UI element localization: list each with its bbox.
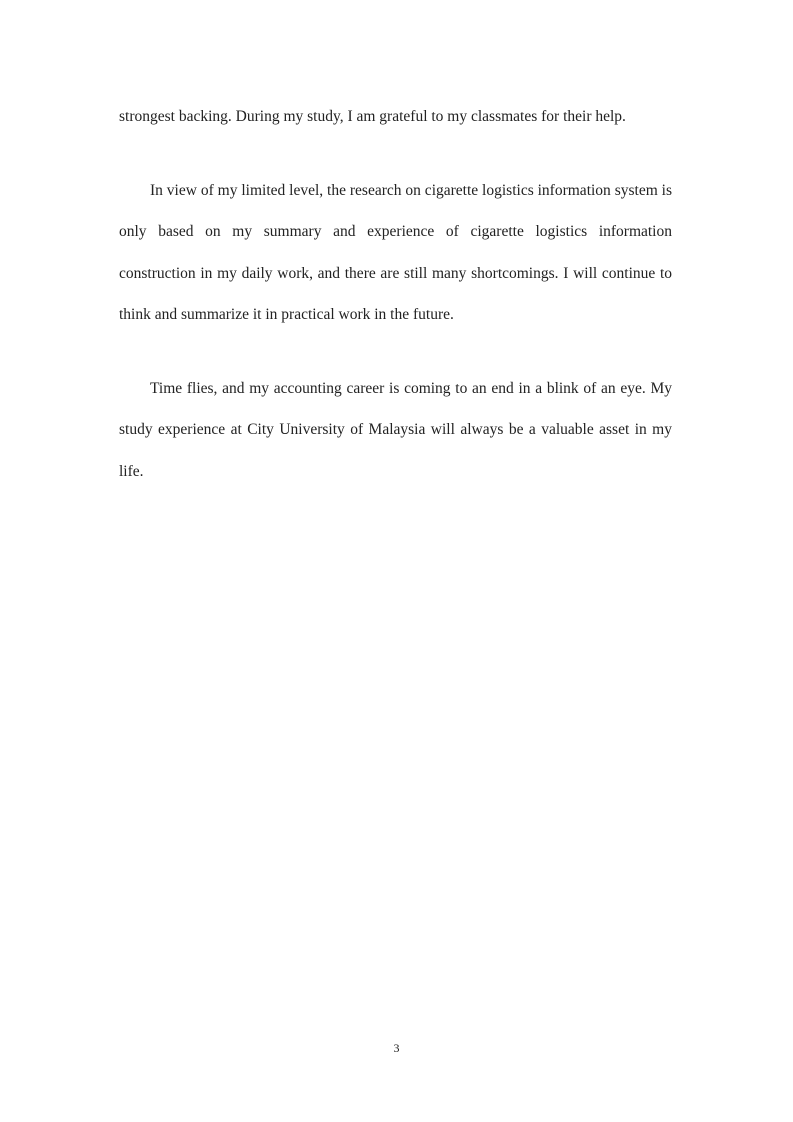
- paragraph-closing: Time flies, and my accounting career is coming to an end in a blink of an eye. My study experience at City University of Malaysia will always be a valuable asset in my life.: [119, 380, 672, 480]
- paragraph-continuation: strongest backing. During my study, I am grateful to my classmates for their help.: [119, 108, 626, 125]
- page-number: 3: [393, 1041, 400, 1055]
- paragraph-limitations: In view of my limited level, the research on cigarette logistics information system is only based on my summary and experience of cigarette logistics information construction in my daily work, and there are still many shortcomings. I will continue to think and summarize it in practical work in the future.: [119, 182, 672, 323]
